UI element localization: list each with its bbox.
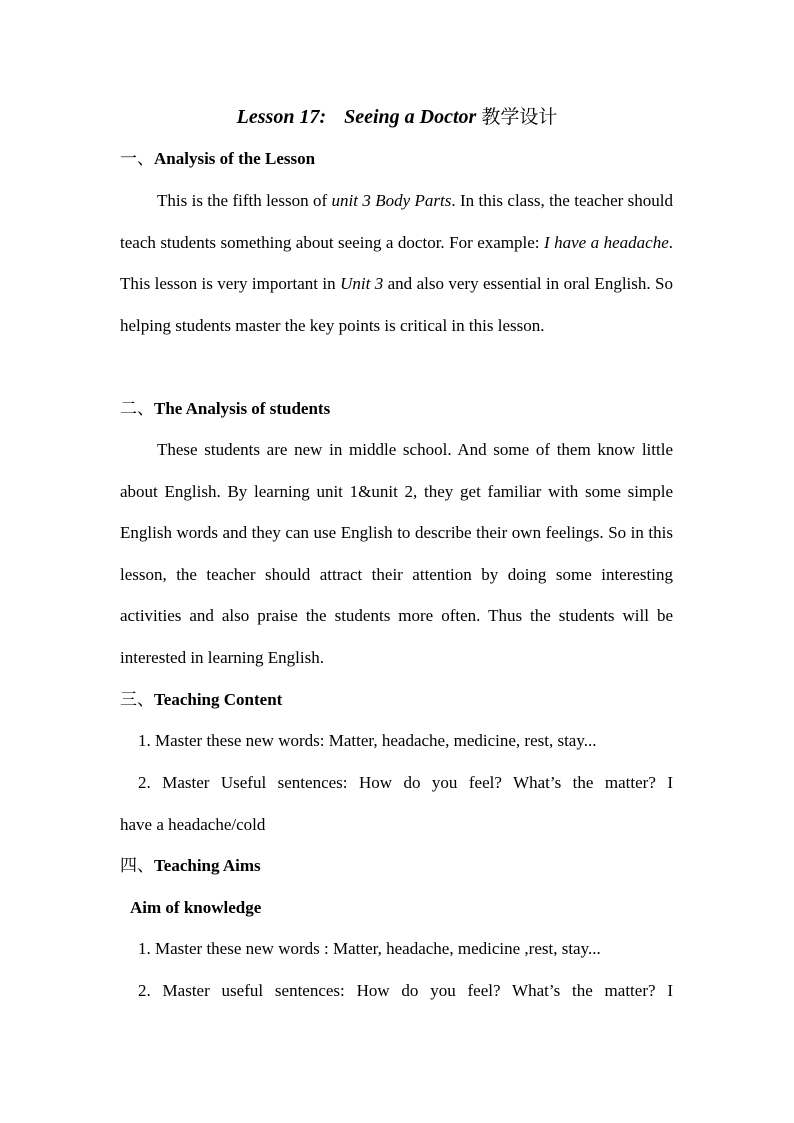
section-heading-2 (120, 397, 330, 421)
section-title: Teaching Content (154, 690, 283, 709)
section-heading-4 (120, 854, 261, 878)
title-chinese: 教学设计 (481, 106, 558, 128)
section-number: 一、 (120, 149, 154, 169)
section-title: The Analysis of students (154, 399, 331, 418)
section-number: 二、 (120, 399, 154, 419)
text-run-italic: Unit 3 (340, 274, 384, 294)
text-run: This is the fifth lesson of (157, 191, 332, 210)
section-title: Teaching Aims (154, 856, 261, 875)
aims-subheading: Aim of knowledge (130, 898, 262, 917)
text-run: and also very essential in oral English. So helping students master the key points is critical in this lesson. (120, 274, 673, 335)
document-title (0, 103, 794, 131)
section-title: Analysis of the Lesson (154, 149, 316, 168)
content-item-2: 2. Master Useful sentences: How do you feel? What’s the matter? I (138, 773, 673, 792)
content-item-1: 1. Master these new words: Matter, headache, medicine, rest, stay... (138, 731, 597, 750)
aims-item-1: 1. Master these new words : Matter, headache, medicine ,rest, stay... (138, 939, 601, 958)
lesson-analysis-paragraph (120, 180, 673, 346)
section-number: 四、 (120, 856, 154, 876)
title-name: Seeing a Doctor (344, 106, 477, 128)
title-lesson: Lesson 17: (236, 106, 327, 128)
aims-item-2: 2. Master useful sentences: How do you feel? What’s the matter? I (138, 981, 673, 1000)
text-run: . This lesson is very important in (120, 232, 673, 294)
text-run-italic: I have a headache (543, 232, 669, 252)
students-analysis-paragraph: These students are new in middle school. And some of them know little about English. By learning unit 1&unit 2, they get familiar with some simple English words and they can use English to describe their own feelings. So in this lesson, the teacher should attract their attention by doing some interesting activities and also praise the students more often. Thus the students will be interested in learning English. (120, 440, 673, 667)
text-run: . In this class, the teacher should teach students something about seeing a doctor. For example: (120, 191, 673, 252)
section-heading-3 (120, 688, 282, 712)
content-item-2-continued: have a headache/cold (120, 815, 266, 834)
text-run-italic: unit 3 Body Parts (331, 191, 452, 210)
section-heading-1 (120, 147, 315, 171)
section-number: 三、 (120, 690, 154, 710)
